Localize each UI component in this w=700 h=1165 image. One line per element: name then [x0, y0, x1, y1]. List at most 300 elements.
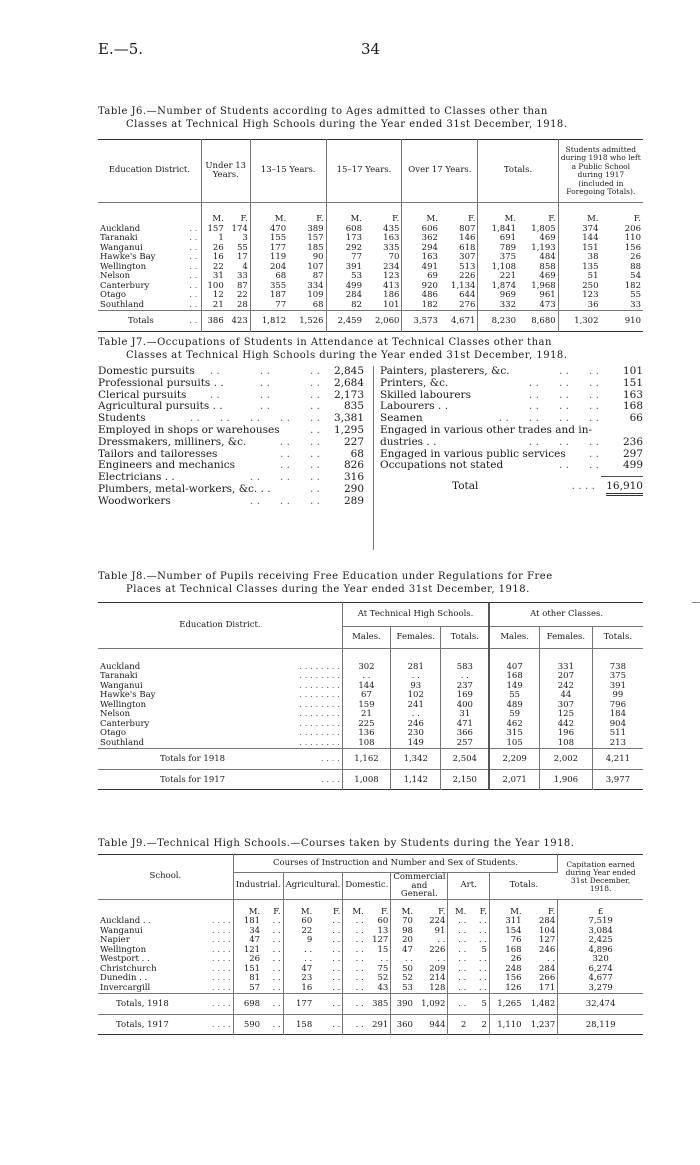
- col-header: Education District.: [98, 603, 342, 649]
- value-cell: 442: [540, 720, 593, 730]
- value-cell: 182: [624, 280, 641, 291]
- occupations-left-column: [98, 366, 364, 508]
- spacer-row: [98, 649, 643, 663]
- value-cell: 12: [212, 290, 224, 300]
- value-cell: . .: [468, 965, 489, 975]
- district-name: Hawke's Bay: [100, 252, 156, 262]
- value-cell: 207: [540, 672, 593, 682]
- value-cell: 4,677: [588, 973, 613, 983]
- totals-label: Totals, 1918: [98, 994, 171, 1015]
- page-number: 34: [360, 40, 381, 58]
- value-cell: . .: [262, 984, 283, 994]
- value-cell: 1,237: [524, 1014, 558, 1035]
- value-cell: 213: [609, 737, 626, 748]
- value-cell: 237: [441, 682, 489, 692]
- totals-row: [98, 994, 643, 1015]
- leader-dots: . . . .: [171, 955, 234, 965]
- district-name: Southland: [100, 299, 145, 310]
- value-cell: 163: [364, 234, 402, 244]
- value-cell: 196: [540, 729, 593, 739]
- value-cell: 128: [415, 984, 448, 994]
- value-cell: 2,425: [588, 935, 613, 945]
- value-cell: 3,977: [592, 769, 643, 790]
- sub-header: M.: [248, 906, 261, 917]
- value-cell: 93: [391, 682, 441, 692]
- table-row: [98, 739, 643, 749]
- school-name: Wanganui: [100, 925, 143, 936]
- sub-header: Males.: [489, 627, 539, 649]
- sub-header: F.: [226, 203, 251, 225]
- occupation-value: 289: [343, 494, 364, 507]
- title-line: Table J6.—Number of Students according to Ages admitted to Classes other than: [98, 106, 548, 117]
- occupation-label: Students: [98, 412, 146, 425]
- leader-dots: . . . .: [171, 1014, 234, 1035]
- value-cell: 796: [609, 699, 626, 710]
- total-value: 16,910: [606, 481, 643, 496]
- district-name: Wanganui: [100, 242, 143, 253]
- value-cell: 60: [366, 917, 391, 927]
- value-cell: 136: [342, 729, 390, 739]
- leader-dots: . . . .: [227, 769, 342, 790]
- value-cell: 13: [366, 927, 391, 937]
- leader-dots: . . . .: [538, 459, 599, 472]
- totals-label: Totals: [98, 311, 187, 332]
- occupation-value: 68: [350, 447, 364, 460]
- page-header: [98, 40, 643, 60]
- spacer-cell: [98, 899, 233, 917]
- sub-header: £: [597, 906, 604, 917]
- district-name: Auckland: [100, 223, 141, 234]
- occupation-label: Printers, &c.: [380, 376, 449, 389]
- occupation-row: [380, 378, 643, 390]
- value-cell: 246: [524, 946, 558, 956]
- leader-dots: . .: [187, 253, 201, 263]
- value-cell: 3: [226, 234, 251, 244]
- value-cell: 250: [582, 280, 599, 291]
- value-cell: 362: [421, 233, 438, 243]
- spacer-cell: [227, 649, 342, 663]
- value-cell: 26: [630, 252, 641, 262]
- value-cell: 1,110: [489, 1014, 523, 1035]
- occupation-value: 163: [622, 388, 643, 401]
- value-cell: . .: [355, 954, 364, 964]
- table-row: [98, 927, 643, 937]
- value-cell: 1,092: [415, 994, 448, 1015]
- spacer-cell: [592, 649, 643, 663]
- leader-dots: . . . . . . . .: [227, 720, 342, 730]
- value-cell: 36: [587, 299, 599, 310]
- value-cell: 184: [609, 709, 626, 719]
- total-row: [380, 481, 643, 493]
- value-cell: 156: [624, 242, 641, 253]
- leader-dots: . . . . . .: [219, 494, 320, 507]
- sub-header: M.: [587, 214, 599, 224]
- value-cell: . .: [343, 1014, 366, 1035]
- occupation-label: dustries . .: [380, 435, 437, 448]
- value-cell: 391: [345, 261, 362, 272]
- value-cell: 391: [609, 680, 626, 691]
- leader-dots: . . . . . . . . . .: [169, 412, 320, 425]
- value-cell: 54: [630, 271, 641, 281]
- value-cell: 484: [518, 253, 558, 263]
- value-cell: 47: [249, 935, 261, 945]
- school-name: Dunedin . .: [100, 973, 148, 983]
- value-cell: . .: [314, 927, 343, 937]
- course-header: Totals.: [489, 873, 557, 900]
- value-cell: 1,193: [518, 244, 558, 254]
- table-row: [98, 282, 643, 292]
- value-cell: 858: [518, 263, 558, 273]
- table-row: [98, 253, 643, 263]
- value-cell: . .: [262, 936, 283, 946]
- spacer-cell: [342, 649, 390, 663]
- value-cell: 171: [524, 984, 558, 994]
- table-row: [98, 272, 643, 282]
- occupation-label: Woodworkers: [98, 494, 171, 507]
- leader-dots: . . . . . . . .: [227, 663, 342, 673]
- occupation-value: 101: [622, 365, 643, 377]
- leader-dots: . . . .: [249, 447, 320, 460]
- value-cell: . .: [355, 925, 364, 936]
- table-j9-title: [98, 837, 643, 850]
- value-cell: 22: [226, 291, 251, 301]
- value-cell: 121: [243, 944, 261, 955]
- school-name: Wellington: [100, 944, 147, 955]
- sub-header: M.: [352, 906, 364, 917]
- value-cell: 77: [275, 299, 287, 310]
- occupation-value: 826: [343, 459, 364, 472]
- occupation-row: [98, 496, 364, 508]
- totals-row: [98, 769, 643, 790]
- leader-dots: . .: [187, 244, 201, 254]
- leader-dots: . . . .: [227, 749, 342, 770]
- total-rule: [601, 476, 643, 477]
- sub-header: M.: [212, 214, 224, 224]
- value-cell: 182: [421, 299, 438, 310]
- value-cell: 473: [518, 301, 558, 311]
- value-cell: 159: [342, 701, 390, 711]
- value-cell: . .: [458, 954, 467, 964]
- col-header: Totals.: [478, 140, 558, 203]
- value-cell: 168: [489, 672, 539, 682]
- value-cell: . .: [342, 672, 390, 682]
- total-cell: 386: [201, 311, 226, 332]
- sub-header-row: [98, 899, 643, 917]
- occupation-value: 151: [622, 376, 643, 389]
- value-cell: 1,008: [342, 769, 390, 790]
- occupation-row: [98, 484, 364, 496]
- leader-dots: . . . .: [571, 480, 595, 493]
- value-cell: . .: [355, 963, 364, 974]
- table-j7-title: [98, 336, 643, 362]
- leader-dots: . . . . . .: [229, 471, 320, 484]
- value-cell: 53: [402, 982, 413, 993]
- value-cell: 177: [283, 994, 314, 1015]
- value-cell: 100: [207, 280, 224, 291]
- value-cell: 52: [366, 974, 391, 984]
- totals-row: [98, 311, 643, 332]
- leader-dots: . . . . . .: [508, 388, 599, 401]
- school-name: Westport . .: [100, 954, 150, 964]
- value-cell: . .: [355, 973, 364, 983]
- value-cell: 390: [391, 994, 415, 1015]
- sub-header: F.: [314, 899, 343, 917]
- occupation-value: 835: [343, 400, 364, 413]
- value-cell: 149: [391, 739, 441, 749]
- value-cell: 698: [233, 994, 262, 1015]
- value-cell: 7,519: [588, 916, 613, 926]
- value-cell: 248: [505, 963, 522, 974]
- sub-header-row: [98, 203, 643, 225]
- value-cell: 26: [510, 954, 522, 964]
- value-cell: . .: [314, 965, 343, 975]
- value-cell: 513: [440, 263, 478, 273]
- value-cell: 1,142: [391, 769, 441, 790]
- value-cell: 904: [609, 718, 626, 729]
- value-cell: 470: [269, 223, 287, 234]
- value-cell: 125: [540, 710, 593, 720]
- occupation-label: Engaged in various public services: [380, 447, 566, 460]
- value-cell: 2,002: [540, 749, 593, 770]
- value-cell: 149: [489, 682, 539, 692]
- value-cell: 31: [441, 710, 489, 720]
- value-cell: 77: [351, 252, 362, 262]
- value-cell: 469: [518, 272, 558, 282]
- value-cell: . .: [262, 917, 283, 927]
- total-cell: 910: [601, 311, 644, 332]
- value-cell: 284: [345, 290, 362, 300]
- occupation-value: 290: [343, 482, 364, 495]
- value-cell: 33: [226, 272, 251, 282]
- value-cell: 87: [288, 272, 326, 282]
- value-cell: 375: [499, 252, 517, 262]
- value-cell: 154: [505, 925, 522, 936]
- value-cell: 499: [345, 280, 362, 291]
- value-cell: 1,841: [491, 223, 517, 234]
- title-line: Classes at Technical High Schools during the Year ended 31st December, 1918.: [126, 119, 568, 130]
- leader-dots: . .: [187, 291, 201, 301]
- value-cell: 21: [342, 710, 390, 720]
- value-cell: . .: [458, 963, 467, 974]
- district-name: Canterbury: [100, 718, 150, 729]
- value-cell: 16: [212, 252, 224, 262]
- value-cell: 55: [489, 691, 539, 701]
- value-cell: 2: [448, 1014, 468, 1035]
- value-cell: 4,211: [592, 749, 643, 770]
- occupation-value: 2,845: [333, 365, 364, 377]
- value-cell: 284: [524, 917, 558, 927]
- occupation-label: Clerical pursuits: [98, 388, 187, 401]
- value-cell: 33: [630, 299, 641, 310]
- leader-dots: . . . . . .: [508, 400, 599, 413]
- value-cell: 292: [345, 242, 362, 253]
- value-cell: . .: [524, 955, 558, 965]
- occupation-label: Professional pursuits . .: [98, 376, 224, 389]
- value-cell: 181: [243, 916, 261, 926]
- value-cell: . .: [468, 927, 489, 937]
- occupation-value: 297: [622, 447, 643, 460]
- value-cell: 1,265: [489, 994, 523, 1015]
- table-row: [98, 917, 643, 927]
- value-cell: 1,108: [491, 261, 517, 272]
- value-cell: 920: [421, 280, 438, 291]
- value-cell: 75: [366, 965, 391, 975]
- leader-dots: . . . .: [171, 936, 234, 946]
- district-name: Otago: [100, 290, 127, 300]
- value-cell: 127: [366, 936, 391, 946]
- table-row: [98, 291, 643, 301]
- occupation-value: 2,173: [333, 388, 364, 401]
- district-name: Nelson: [100, 271, 131, 281]
- value-cell: 375: [609, 671, 626, 681]
- leader-dots: . .: [187, 301, 201, 311]
- value-cell: 241: [391, 701, 441, 711]
- value-cell: 21: [212, 299, 224, 310]
- leader-dots: . . . .: [269, 435, 320, 448]
- spacer-cell: [98, 649, 227, 663]
- leader-dots: . . . .: [256, 459, 320, 472]
- value-cell: 144: [582, 233, 599, 243]
- value-cell: . .: [343, 994, 366, 1015]
- value-cell: 156: [505, 973, 522, 983]
- value-cell: 26: [249, 954, 261, 964]
- value-cell: 99: [612, 690, 624, 700]
- occupation-value: 227: [343, 435, 364, 448]
- value-cell: 225: [342, 720, 390, 730]
- district-name: Nelson: [100, 709, 131, 719]
- value-cell: 123: [364, 272, 402, 282]
- value-cell: 81: [249, 973, 261, 983]
- occupation-value: 499: [622, 459, 643, 472]
- value-cell: 55: [226, 244, 251, 254]
- totals-label: Totals for 1918: [98, 749, 227, 770]
- value-cell: 1,482: [524, 994, 558, 1015]
- occupation-value: 2,684: [333, 376, 364, 389]
- value-cell: 334: [288, 282, 326, 292]
- value-cell: 1,134: [440, 282, 478, 292]
- district-name: Wellington: [100, 261, 147, 272]
- value-cell: 961: [518, 291, 558, 301]
- course-header: Domestic.: [343, 873, 391, 900]
- value-cell: 82: [351, 299, 362, 310]
- value-cell: . .: [458, 973, 467, 983]
- value-cell: . .: [366, 955, 391, 965]
- district-name: Southland: [100, 737, 145, 748]
- leader-dots: . . . .: [171, 917, 234, 927]
- value-cell: 47: [301, 963, 313, 974]
- occupation-label: Engineers and mechanics: [98, 459, 235, 472]
- total-cell: 8,680: [518, 311, 558, 332]
- table-row: [98, 965, 643, 975]
- leader-dots: . . . . . . . .: [227, 710, 342, 720]
- sub-header: Totals.: [592, 627, 643, 649]
- spacer-cell: [540, 649, 593, 663]
- leader-dots: . .: [187, 311, 201, 332]
- occupations-right-column: [380, 366, 643, 493]
- leader-dots: . . . . . .: [508, 435, 599, 448]
- table-row: [98, 955, 643, 965]
- leader-dots: . . . .: [171, 965, 234, 975]
- value-cell: 23: [301, 973, 313, 983]
- occupation-row: [98, 437, 364, 449]
- leader-dots: . . . . . . . .: [227, 672, 342, 682]
- value-cell: 209: [415, 965, 448, 975]
- value-cell: 489: [489, 701, 539, 711]
- value-cell: 2: [468, 1014, 489, 1035]
- value-cell: 644: [440, 291, 478, 301]
- value-cell: 246: [391, 720, 441, 730]
- value-cell: 374: [582, 223, 599, 234]
- value-cell: 355: [269, 280, 287, 291]
- district-name: Auckland: [100, 661, 141, 672]
- margin-mark: [692, 602, 700, 603]
- value-cell: 135: [582, 261, 599, 272]
- value-cell: . .: [314, 917, 343, 927]
- value-cell: 242: [540, 682, 593, 692]
- table-j6-title: [98, 105, 643, 131]
- value-cell: 3,279: [588, 982, 613, 993]
- value-cell: 807: [440, 225, 478, 235]
- leader-dots: . .: [187, 272, 201, 282]
- occupation-label: Domestic pursuits: [98, 365, 195, 377]
- value-cell: 331: [540, 663, 593, 673]
- value-cell: 32,474: [558, 994, 643, 1015]
- value-cell: 87: [226, 282, 251, 292]
- table-row: [98, 263, 643, 273]
- total-cell: 423: [226, 311, 251, 332]
- col-header: At Technical High Schools.: [342, 603, 489, 627]
- value-cell: 307: [540, 701, 593, 711]
- value-cell: 28,119: [558, 1014, 643, 1035]
- sub-header: Males.: [342, 627, 390, 649]
- value-cell: 119: [269, 252, 287, 262]
- value-cell: 407: [489, 663, 539, 673]
- value-cell: 109: [288, 291, 326, 301]
- value-cell: 234: [364, 263, 402, 273]
- value-cell: 315: [489, 729, 539, 739]
- leader-dots: . . . .: [171, 994, 234, 1015]
- value-cell: 738: [609, 661, 626, 672]
- value-cell: 22: [212, 261, 224, 272]
- value-cell: 606: [421, 223, 438, 234]
- value-cell: 76: [510, 935, 522, 945]
- value-cell: 302: [342, 663, 390, 673]
- value-cell: 9: [306, 935, 313, 945]
- value-cell: 16: [301, 982, 313, 993]
- value-cell: 174: [226, 225, 251, 235]
- value-cell: 2,150: [441, 769, 489, 790]
- value-cell: 126: [505, 982, 522, 993]
- value-cell: 15: [366, 946, 391, 956]
- value-cell: . .: [468, 955, 489, 965]
- leader-dots: . .: [299, 482, 320, 495]
- report-code: E.—5.: [98, 40, 144, 58]
- value-cell: 168: [505, 944, 522, 955]
- title-line: Classes at Technical High Schools during the Year ended 31st December, 1918.: [126, 350, 568, 361]
- value-cell: 2,504: [441, 749, 489, 770]
- value-cell: . .: [355, 944, 364, 955]
- value-cell: 486: [421, 290, 438, 300]
- value-cell: 102: [391, 691, 441, 701]
- sub-header: M.: [274, 214, 287, 224]
- value-cell: 98: [402, 925, 413, 936]
- leader-dots: . .: [187, 282, 201, 292]
- value-cell: . .: [262, 974, 283, 984]
- table-row: [98, 225, 643, 235]
- spacer-cell: [391, 649, 441, 663]
- value-cell: 34: [249, 925, 261, 936]
- value-cell: 108: [342, 739, 390, 749]
